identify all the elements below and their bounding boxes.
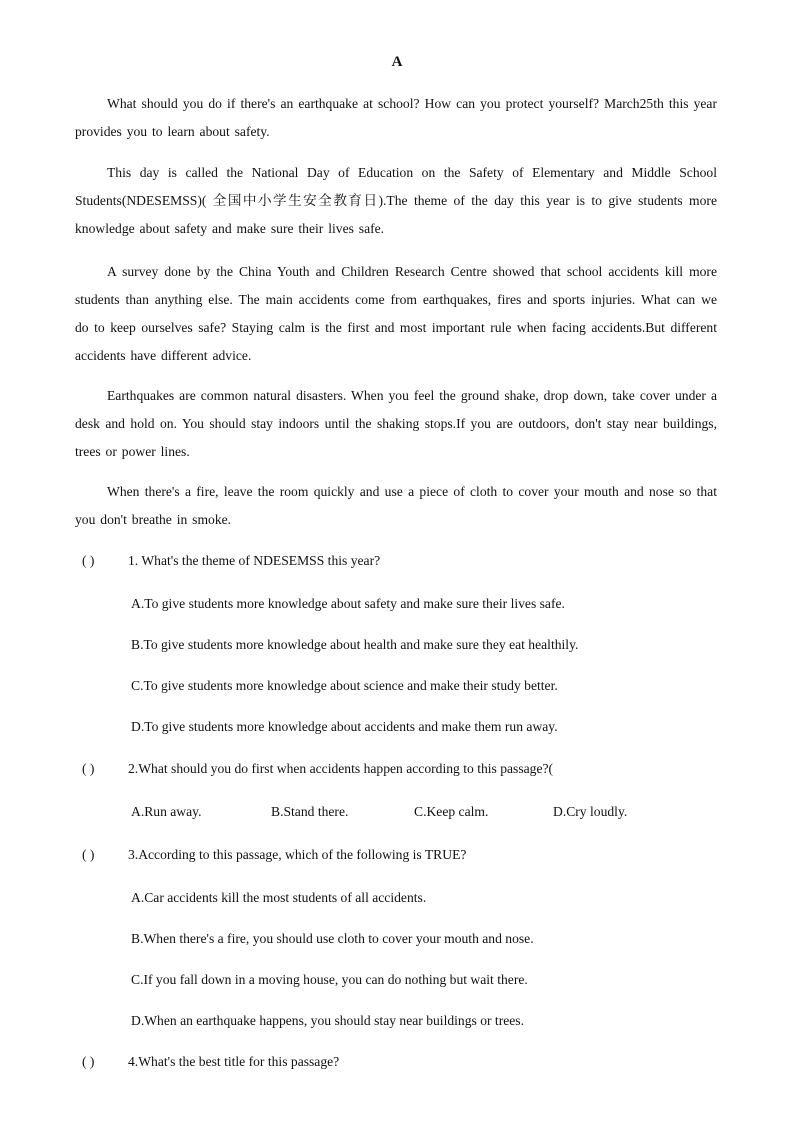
answer-blank[interactable]: ( ) — [82, 761, 95, 776]
option-3c: C.If you fall down in a moving house, you can do nothing but wait there. — [131, 972, 528, 987]
question-text: 3.According to this passage, which of the following is TRUE? — [128, 847, 467, 862]
option-1c: C.To give students more knowledge about science and make their study better. — [131, 678, 558, 693]
answer-blank[interactable]: ( ) — [82, 1054, 95, 1069]
question-text: 2.What should you do first when accidents happen according to this passage?( — [128, 761, 554, 776]
paragraph-2: This day is called the National Day of Education on the Safety of Elementary and Middle School Students(NDESEMSS)( 全国中小学生安全教育日).The theme of the day this year is to give students more knowledge about safety and make sure their lives safe. — [75, 165, 717, 236]
option-2b: B.Stand there. — [271, 804, 349, 819]
option-3d: D.When an earthquake happens, you should stay near buildings or trees. — [131, 1013, 524, 1028]
question-4 — [82, 1054, 722, 1070]
answer-blank[interactable]: ( ) — [82, 553, 95, 568]
option-1b: B.To give students more knowledge about health and make sure they eat healthily. — [131, 637, 579, 652]
question-2 — [82, 761, 722, 777]
paragraph-1: What should you do if there's an earthquake at school? How can you protect yourself? March25th this year provides you to learn about safety. — [75, 96, 717, 139]
option-1a: A.To give students more knowledge about safety and make sure their lives safe. — [131, 596, 565, 611]
question-1 — [82, 553, 722, 569]
paragraph-3: A survey done by the China Youth and Children Research Centre showed that school accidents kill more students than anything else. The main accidents come from earthquakes, fires and sports injuries. What can we do to keep ourselves safe? Staying calm is the first and most important rule when facing accidents.But different accidents have different advice. — [75, 264, 717, 363]
paragraph-4: Earthquakes are common natural disasters. When you feel the ground shake, drop down, take cover under a desk and hold on. You should stay indoors until the shaking stops.If you are outdoors, don't stay near buildings, trees or power lines. — [75, 388, 717, 459]
option-3a: A.Car accidents kill the most students of all accidents. — [131, 890, 427, 905]
option-2c: C.Keep calm. — [414, 804, 489, 819]
option-2a: A.Run away. — [131, 804, 202, 819]
option-1d: D.To give students more knowledge about accidents and make them run away. — [131, 719, 558, 734]
option-2d: D.Cry loudly. — [553, 804, 628, 819]
question-text: 4.What's the best title for this passage? — [128, 1054, 340, 1069]
paragraph-5: When there's a fire, leave the room quickly and use a piece of cloth to cover your mouth and nose so that you don't breathe in smoke. — [75, 484, 717, 527]
answer-blank[interactable]: ( ) — [82, 847, 95, 862]
question-text: 1. What's the theme of NDESEMSS this year? — [128, 553, 381, 568]
option-3b: B.When there's a fire, you should use cloth to cover your mouth and nose. — [131, 931, 534, 946]
question-3 — [82, 847, 722, 863]
passage-title: A — [391, 54, 403, 70]
